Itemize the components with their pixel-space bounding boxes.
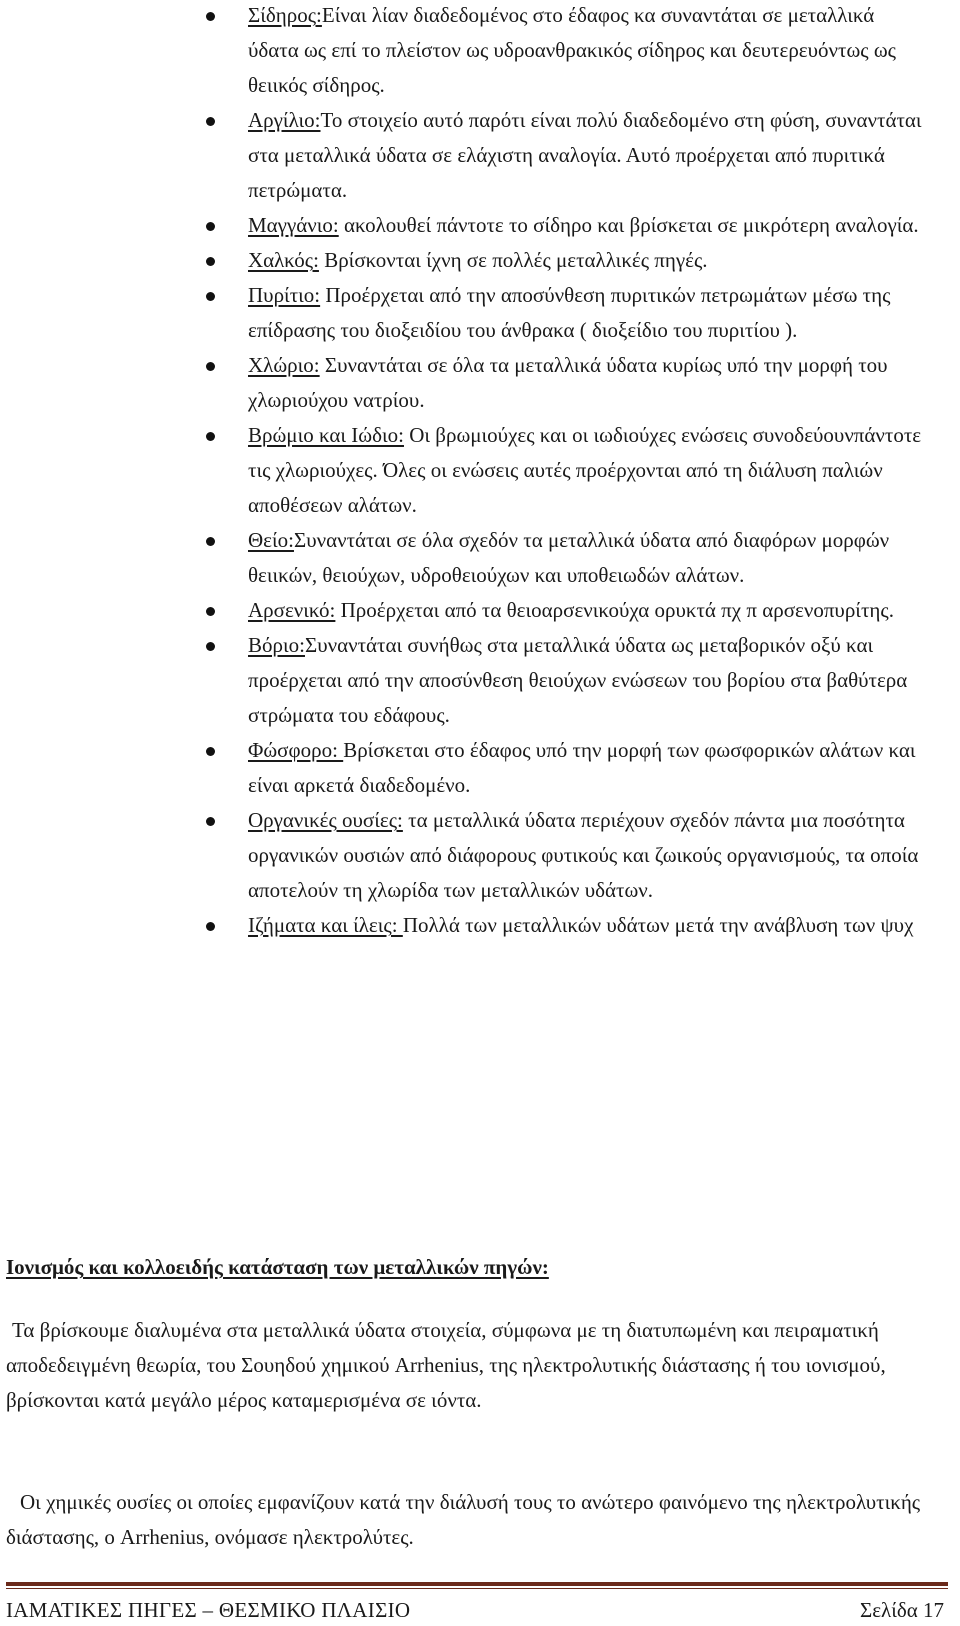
bullet-icon (206, 257, 215, 266)
list-item (0, 208, 960, 243)
bullet-icon (206, 432, 215, 441)
element-description: Συναντάται σε όλα τα μεταλλικά ύδατα κυρίως υπό την μορφή του χλωριούχου νατρίου. (248, 353, 888, 412)
list-item (0, 908, 960, 943)
element-description: Προέρχεται από τα θειοαρσενικούχα ορυκτά πχ π αρσενοπυρίτης. (335, 598, 894, 622)
bullet-icon (206, 117, 215, 126)
list-item (0, 523, 960, 593)
element-term: Μαγγάνιο: (248, 213, 339, 237)
list-item (0, 593, 960, 628)
list-item (0, 628, 960, 733)
element-description: Συναντάται σε όλα σχεδόν τα μεταλλικά ύδατα από διαφόρων μορφών θειικών, θειούχων, υδροθειούχων και υποθειωδών αλάτων. (248, 528, 890, 587)
bullet-icon (206, 537, 215, 546)
bullet-icon (206, 607, 215, 616)
section-heading: Ιονισμός και κολλοειδής κατάσταση των μεταλλικών πηγών: (6, 1255, 549, 1279)
bullet-icon (206, 642, 215, 651)
list-item (0, 278, 960, 348)
element-term: Σίδηρος: (248, 3, 322, 27)
element-description: Οι βρωμιούχες και οι ιωδιούχες ενώσεις συνοδεύουνπάντοτε τις χλωριούχες. Όλες οι ενώσεις αυτές προέρχονται από τη διάλυση παλιών αποθέσεων αλάτων. (248, 423, 922, 517)
page-number: Σελίδα 17 (859, 1598, 944, 1622)
element-description: Συναντάται συνήθως στα μεταλλικά ύδατα ως μεταβορικόν οξύ και προέρχεται από την αποσύνθεση θειούχων ενώσεων του βορίου στα βαθύτερα στρώματα του εδάφους. (248, 633, 908, 727)
element-term: Οργανικές ουσίες: (248, 808, 403, 832)
element-description: Βρίσκονται ίχνη σε πολλές μεταλλικές πηγές. (318, 248, 708, 272)
body-paragraph: Οι χημικές ουσίες οι οποίες εμφανίζουν κατά την διάλυσή τους το ανώτερο φαινόμενο της ηλεκτρολυτικής διάστασης, ο Arrhenius, ονόμασε ηλεκτρολύτες. (6, 1490, 921, 1549)
list-item (0, 348, 960, 418)
element-description: Πολλά των μεταλλικών υδάτων μετά την ανάβλυση των ψυχ (402, 913, 914, 937)
element-term: Αργίλιο: (248, 108, 321, 132)
bullet-icon (206, 362, 215, 371)
element-term: Πυρίτιο: (248, 283, 321, 307)
footer-title: ΙΑΜΑΤΙΚΕΣ ΠΗΓΕΣ – ΘΕΣΜΙΚΟ ΠΛΑΙΣΙΟ (6, 1598, 411, 1622)
list-item (0, 0, 960, 103)
list-item (0, 103, 960, 208)
page-footer (6, 1582, 948, 1626)
footer-rule-thin (6, 1588, 948, 1589)
element-description: Προέρχεται από την αποσύνθεση πυριτικών πετρωμάτων μέσω της επίδρασης του διοξειδίου του άνθρακα ( διοξείδιο του πυριτίου ). (248, 283, 891, 342)
element-term: Ιζήματα και ίλεις: (248, 913, 403, 937)
list-item (0, 803, 960, 908)
element-description: τα μεταλλικά ύδατα περιέχουν σχεδόν πάντα μια ποσότητα οργανικών ουσιών από διάφορους φυτικούς και ζωικούς οργανισμούς, τα οποία αποτελούν τη χλωρίδα των μεταλλικών υδάτων. (248, 808, 919, 902)
element-term: Βρώμιο και Ιώδιο: (248, 423, 404, 447)
bullet-icon (206, 922, 215, 931)
list-item (0, 733, 960, 803)
bullet-icon (206, 747, 215, 756)
element-term: Φώσφορο: (248, 738, 344, 762)
list-item (0, 418, 960, 523)
bullet-icon (206, 222, 215, 231)
element-description: ακολουθεί πάντοτε το σίδηρο και βρίσκεται σε μικρότερη αναλογία. (338, 213, 919, 237)
body-paragraph: Τα βρίσκουμε διαλυμένα στα μεταλλικά ύδατα στοιχεία, σύμφωνα με τη διατυπωμένη και πειραματική αποδεδειγμένη θεωρία, του Σουηδού χημικού Arrhenius, της ηλεκτρολυτικής διάστασης ή του ιονισμού, βρίσκονται κατά μεγάλο μέρος καταμερισμένα σε ιόντα. (6, 1318, 886, 1412)
element-term: Χαλκός: (248, 248, 319, 272)
bullet-icon (206, 292, 215, 301)
bullet-icon (206, 12, 215, 21)
element-description: Είναι λίαν διαδεδομένος στο έδαφος κα συναντάται σε μεταλλικά ύδατα ως επί το πλείστον ως υδροανθρακικός σίδηρος και δευτερευόντως ως θειικός σίδηρος. (248, 3, 896, 97)
element-description: Βρίσκεται στο έδαφος υπό την μορφή των φωσφορικών αλάτων και είναι αρκετά διαδεδομένο. (248, 738, 916, 797)
element-term: Θείο: (248, 528, 294, 552)
element-term: Βόριο: (248, 633, 305, 657)
element-description: Το στοιχείο αυτό παρότι είναι πολύ διαδεδομένο στη φύση, συναντάται στα μεταλλικά ύδατα σε ελάχιστη αναλογία. Αυτό προέρχεται από πυριτικά πετρώματα. (248, 108, 922, 202)
list-item (0, 243, 960, 278)
bullet-icon (206, 817, 215, 826)
element-term: Αρσενικό: (248, 598, 336, 622)
footer-rule-thick (6, 1582, 948, 1586)
element-term: Χλώριο: (248, 353, 320, 377)
